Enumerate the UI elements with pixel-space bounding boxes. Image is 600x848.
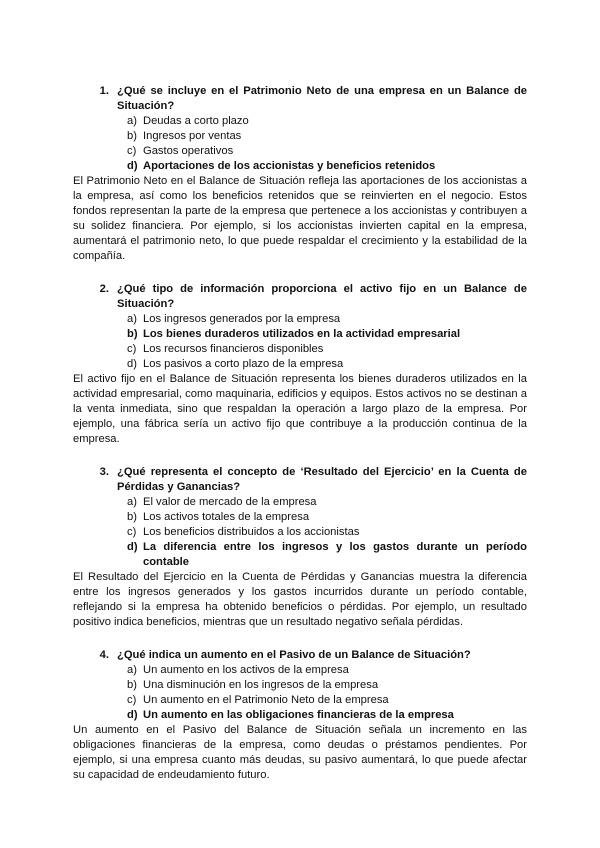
question-text: ¿Qué representa el concepto de ‘Resultado del Ejercicio’ en la Cuenta de Pérdidas y Ganancias? bbox=[117, 466, 527, 493]
option-text: Aportaciones de los accionistas y beneficios retenidos bbox=[143, 160, 436, 172]
question-2 bbox=[73, 282, 527, 447]
option-c bbox=[73, 525, 527, 540]
question-number: 2. bbox=[99, 283, 109, 295]
option-c bbox=[73, 693, 527, 708]
option-letter: d) bbox=[127, 160, 138, 172]
option-c bbox=[73, 342, 527, 357]
question-3 bbox=[73, 465, 527, 630]
options-list bbox=[73, 114, 527, 174]
option-b bbox=[73, 129, 527, 144]
option-text: Un aumento en el Patrimonio Neto de la empresa bbox=[143, 694, 389, 706]
option-letter: c) bbox=[127, 694, 137, 706]
option-letter: b) bbox=[127, 679, 137, 691]
option-text: El valor de mercado de la empresa bbox=[143, 496, 317, 508]
option-letter: d) bbox=[127, 541, 138, 553]
option-text: Los pasivos a corto plazo de la empresa bbox=[143, 358, 344, 370]
option-text: Los bienes duraderos utilizados en la actividad empresarial bbox=[143, 328, 461, 340]
option-letter: d) bbox=[127, 358, 137, 370]
option-text: Los activos totales de la empresa bbox=[143, 511, 310, 523]
option-d-correct bbox=[73, 159, 527, 174]
option-letter: a) bbox=[127, 313, 137, 325]
option-d-correct bbox=[73, 540, 527, 570]
question-text: ¿Qué indica un aumento en el Pasivo de un Balance de Situación? bbox=[117, 649, 471, 661]
option-text: Los recursos financieros disponibles bbox=[143, 343, 324, 355]
option-b bbox=[73, 678, 527, 693]
question-1 bbox=[73, 84, 527, 264]
option-letter: b) bbox=[127, 328, 138, 340]
option-letter: c) bbox=[127, 145, 137, 157]
option-text: Gastos operativos bbox=[143, 145, 234, 157]
question-number: 1. bbox=[99, 85, 109, 97]
option-a bbox=[73, 663, 527, 678]
option-letter: b) bbox=[127, 511, 137, 523]
option-letter: a) bbox=[127, 496, 137, 508]
explanation: Un aumento en el Pasivo del Balance de Situación señala un incremento en las obligaciones financieras de la empresa, como deudas o préstamos pendientes. Por ejemplo, si una empresa cuanto más deudas, su pasivo aumentará, lo que puede afectar su capacidad de endeudamiento futuro. bbox=[73, 724, 527, 781]
option-text: Los ingresos generados por la empresa bbox=[143, 313, 341, 325]
question-number: 4. bbox=[99, 649, 109, 661]
option-text: Deudas a corto plazo bbox=[143, 115, 249, 127]
option-c bbox=[73, 144, 527, 159]
explanation: El activo fijo en el Balance de Situación representa los bienes duraderos utilizados en la actividad empresarial, como maquinaria, edificios y equipos. Estos activos no se destinan a la venta inmediata, sino que respaldan la operación a largo plazo de la empresa. Por ejemplo, una fábrica sería un activo fijo que contribuye a la producción continua de la empresa. bbox=[73, 373, 527, 445]
question-title bbox=[73, 465, 527, 495]
document-page bbox=[73, 84, 527, 801]
options-list bbox=[73, 663, 527, 723]
option-letter: c) bbox=[127, 526, 137, 538]
option-text: Ingresos por ventas bbox=[143, 130, 242, 142]
option-b-correct bbox=[73, 327, 527, 342]
option-text: La diferencia entre los ingresos y los gastos durante un período contable bbox=[143, 541, 527, 568]
explanation: El Resultado del Ejercicio en la Cuenta de Pérdidas y Ganancias muestra la diferencia entre los ingresos generados y los gastos incurridos durante un período contable, reflejando si la empresa ha obtenido beneficios o pérdidas. Por ejemplo, un resultado positivo indica beneficios, mientras que un resultado negativo señala pérdidas. bbox=[73, 571, 527, 628]
option-text: Un aumento en los activos de la empresa bbox=[143, 664, 349, 676]
option-letter: a) bbox=[127, 115, 137, 127]
option-letter: c) bbox=[127, 343, 137, 355]
options-list bbox=[73, 312, 527, 372]
option-d bbox=[73, 357, 527, 372]
option-a bbox=[73, 114, 527, 129]
option-text: Un aumento en las obligaciones financieras de la empresa bbox=[143, 709, 454, 721]
options-list bbox=[73, 495, 527, 570]
option-b bbox=[73, 510, 527, 525]
explanation: El Patrimonio Neto en el Balance de Situación refleja las aportaciones de los accionistas a la empresa, así como los beneficios retenidos que se reinvierten en el negocio. Estos fondos representan la parte de la empresa que pertenece a los accionistas y contribuyen a su solidez financiera. Por ejemplo, si los accionistas invierten capital en la empresa, aumentará el patrimonio neto, lo que puede respaldar el crecimiento y la estabilidad de la compañía. bbox=[73, 175, 527, 262]
option-text: Una disminución en los ingresos de la empresa bbox=[143, 679, 379, 691]
option-text: Los beneficios distribuidos a los accionistas bbox=[143, 526, 360, 538]
option-a bbox=[73, 312, 527, 327]
question-title bbox=[73, 84, 527, 114]
option-d-correct bbox=[73, 708, 527, 723]
option-letter: a) bbox=[127, 664, 137, 676]
question-title bbox=[73, 648, 527, 663]
question-text: ¿Qué tipo de información proporciona el activo fijo en un Balance de Situación? bbox=[117, 283, 527, 310]
option-letter: b) bbox=[127, 130, 137, 142]
question-4 bbox=[73, 648, 527, 783]
question-title bbox=[73, 282, 527, 312]
option-a bbox=[73, 495, 527, 510]
question-text: ¿Qué se incluye en el Patrimonio Neto de una empresa en un Balance de Situación? bbox=[117, 85, 527, 112]
option-letter: d) bbox=[127, 709, 138, 721]
question-number: 3. bbox=[99, 466, 109, 478]
